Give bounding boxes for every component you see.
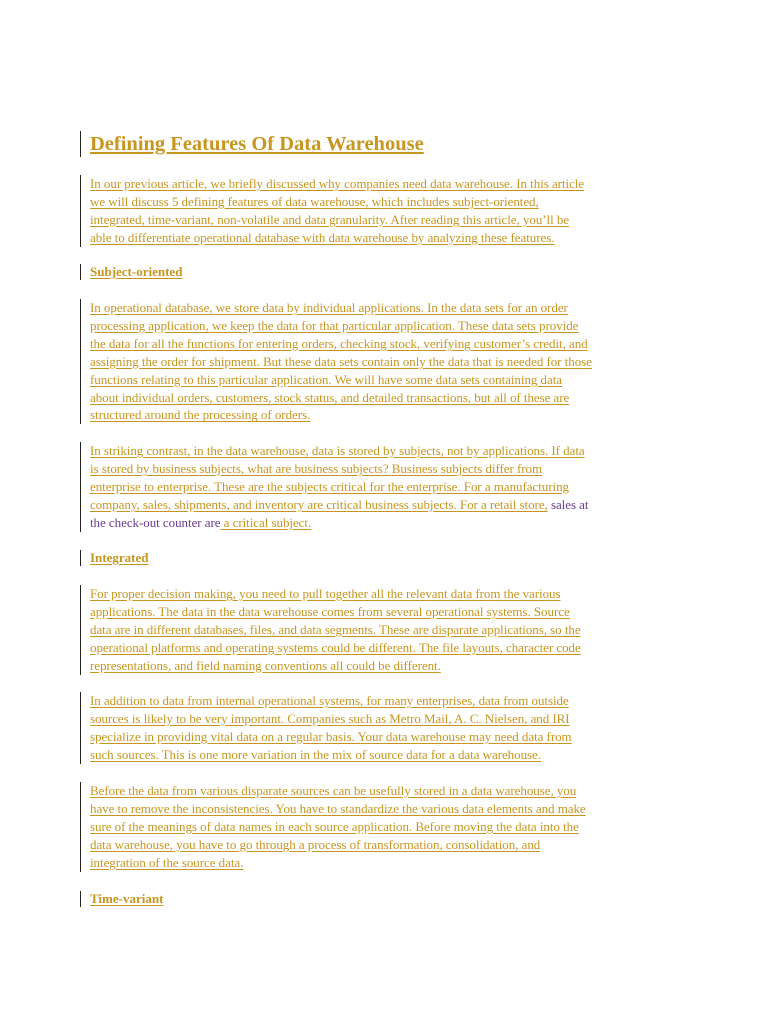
paragraph-line: the data for all the functions for entering orders, checking stock, verifying customer’s credit, and <box>90 335 588 351</box>
paragraph-line: processing application, we keep the data for that particular application. These data sets provide <box>90 317 579 333</box>
page-title: Defining Features Of Data Warehouse <box>80 131 680 157</box>
integrated-paragraph-3 <box>80 782 680 872</box>
paragraph-line: For proper decision making, you need to pull together all the relevant data from the various <box>90 586 561 601</box>
subject-oriented-paragraph-1 <box>80 299 680 424</box>
paragraph-line: about individual orders, customers, stock status, and detailed transactions, but all of these are <box>90 389 570 405</box>
subject-oriented-paragraph-2 <box>80 442 680 532</box>
intro-line: In our previous article, we briefly discussed why companies need data warehouse. In this article <box>90 176 585 191</box>
paragraph-line: enterprise to enterprise. These are the subjects critical for the enterprise. For a manufacturing <box>90 478 569 494</box>
paragraph-line: such sources. This is one more variation in the mix of source data for a data warehouse. <box>90 746 541 762</box>
paragraph-line: functions relating to this particular application. We will have some data sets containing data <box>90 371 562 387</box>
paragraph-line: a critical subject. <box>220 514 312 530</box>
paragraph-line: In striking contrast, in the data warehouse, data is stored by subjects, not by applications. If data <box>90 443 585 458</box>
paragraph-line: sources is likely to be very important. Companies such as Metro Mail, A. C. Nielsen, and IRI <box>90 710 570 726</box>
paragraph-line: operational platforms and operating systems could be different. The file layouts, character code <box>90 639 581 655</box>
intro-line: we will discuss 5 defining features of data warehouse, which includes subject-oriented, <box>90 193 539 209</box>
integrated-paragraph-2 <box>80 692 680 764</box>
paragraph-line: In addition to data from internal operational systems, for many enterprises, data from outside <box>90 693 569 708</box>
paragraph-line: In operational database, we store data by individual applications. In the data sets for an order <box>90 300 568 315</box>
paragraph-line: Before the data from various disparate sources can be usefully stored in a data warehouse, you <box>90 783 577 798</box>
paragraph-line: data warehouse, you have to go through a process of transformation, consolidation, and <box>90 836 541 852</box>
paragraph-line: applications. The data in the data warehouse comes from several operational systems. Source <box>90 603 570 619</box>
paragraph-line: specialize in providing vital data on a regular basis. Your data warehouse may need data from <box>90 728 572 744</box>
paragraph-line: is stored by business subjects, what are business subjects? Business subjects differ from <box>90 460 543 476</box>
plain-text-run: sales at <box>547 496 589 512</box>
intro-paragraph <box>80 175 680 247</box>
paragraph-line: company, sales, shipments, and inventory are critical business subjects. For a retail store, <box>90 496 548 512</box>
paragraph-line: representations, and field naming conventions all could be different. <box>90 657 441 673</box>
paragraph-line: integration of the source data. <box>90 854 244 870</box>
paragraph-line: assigning the order for shipment. But these data sets contain only the data that is needed for those <box>90 353 592 369</box>
section-heading-time-variant: Time-variant <box>80 891 680 907</box>
paragraph-line: structured around the processing of orders. <box>90 407 311 423</box>
integrated-paragraph-1 <box>80 585 680 675</box>
intro-line: integrated, time-variant, non-volatile and data granularity. After reading this article, you’ll be <box>90 211 570 227</box>
intro-line: able to differentiate operational database with data warehouse by analyzing these features. <box>90 229 555 245</box>
plain-text-run: the check-out counter are <box>90 514 221 530</box>
section-heading-subject-oriented: Subject-oriented <box>80 264 680 280</box>
paragraph-line: have to remove the inconsistencies. You have to standardize the various data elements and make <box>90 800 586 816</box>
section-heading-integrated: Integrated <box>80 550 680 566</box>
paragraph-line: sure of the meanings of data names in each source application. Before moving the data into the <box>90 818 579 834</box>
paragraph-line: data are in different databases, files, and data segments. These are disparate applications, so the <box>90 621 581 637</box>
